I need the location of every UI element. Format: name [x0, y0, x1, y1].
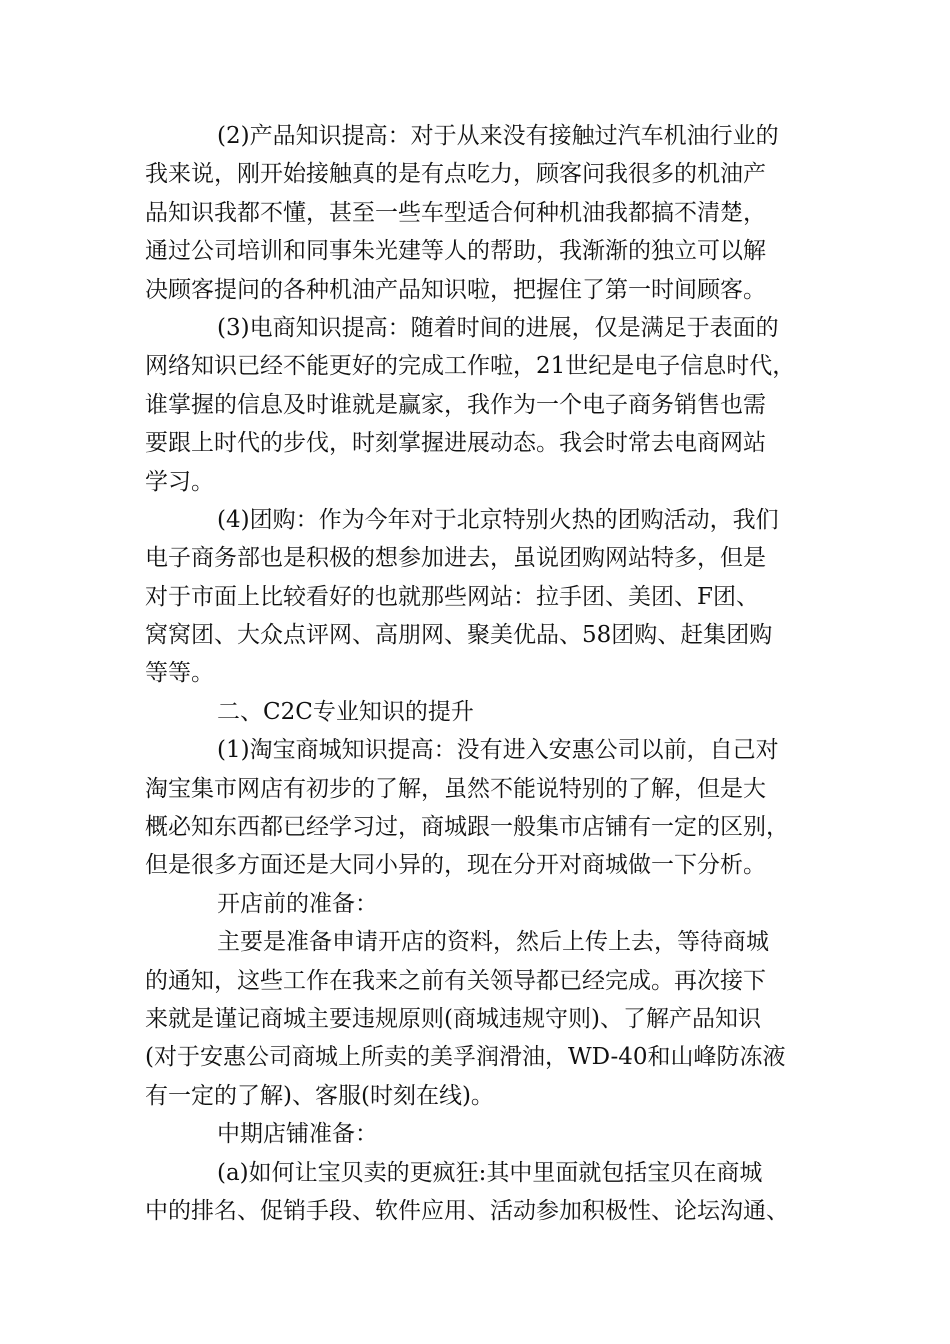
text-line: 中期店铺准备： [217, 1121, 378, 1148]
text-line: 谁掌握的信息及时谁就是赢家，我作为一个电子商务销售也需 [145, 391, 766, 418]
text-line: (3)电商知识提高：随着时间的进展，仅是满足于表面的 [217, 314, 779, 341]
text-line: 淘宝集市网店有初步的了解，虽然不能说特别的了解，但是大 [145, 775, 766, 802]
text-line: 我来说，刚开始接触真的是有点吃力，顾客问我很多的机油产 [145, 161, 766, 188]
text-line: 中的排名、促销手段、软件应用、活动参加积极性、论坛沟通、 [145, 1197, 789, 1224]
text-line: 通过公司培训和同事朱光建等人的帮助，我渐渐的独立可以解 [145, 238, 766, 265]
text-line: (4)团购：作为今年对于北京特别火热的团购活动，我们 [217, 506, 779, 533]
text-line: 等等。 [145, 660, 214, 687]
text-line: 对于市面上比较看好的也就那些网站：拉手团、美团、F团、 [145, 583, 759, 610]
text-line: 开店前的准备： [217, 890, 378, 917]
text-line: 学习。 [145, 468, 214, 495]
text-line: 网络知识已经不能更好的完成工作啦，21世纪是电子信息时代， [145, 353, 796, 380]
text-line: 电子商务部也是积极的想参加进去，虽说团购网站特多，但是 [145, 545, 766, 572]
text-line: 主要是准备申请开店的资料，然后上传上去，等待商城 [217, 929, 769, 956]
text-line: 要跟上时代的步伐，时刻掌握进展动态。我会时常去电商网站 [145, 430, 766, 457]
text-line: (1)淘宝商城知识提高：没有进入安惠公司以前，自己对 [217, 737, 779, 764]
text-line: 概必知东西都已经学习过，商城跟一般集市店铺有一定的区别， [145, 814, 789, 841]
text-line: (对于安惠公司商城上所卖的美孚润滑油，WD-40和山峰防冻液 [145, 1044, 786, 1071]
text-line: 的通知，这些工作在我来之前有关领导都已经完成。再次接下 [145, 967, 766, 994]
text-line: (2)产品知识提高：对于从来没有接触过汽车机油行业的 [217, 123, 779, 149]
text-line: 窝窝团、大众点评网、高朋网、聚美优品、58团购、赶集团购 [145, 622, 773, 649]
text-line: (a)如何让宝贝卖的更疯狂:其中里面就包括宝贝在商城 [217, 1159, 763, 1186]
text-line: 来就是谨记商城主要违规原则(商城违规守则)、了解产品知识 [145, 1005, 761, 1032]
text-line: 但是很多方面还是大同小异的，现在分开对商城做一下分析。 [145, 852, 766, 879]
text-line: 决顾客提问的各种机油产品知识啦，把握住了第一时间顾客。 [145, 276, 766, 303]
text-line: 有一定的了解)、客服(时刻在线)。 [145, 1082, 494, 1109]
text-line: 品知识我都不懂，甚至一些车型适合何种机油我都搞不清楚， [145, 199, 766, 226]
text-line: 二、C2C专业知识的提升 [217, 698, 474, 725]
document-body [145, 117, 815, 1230]
